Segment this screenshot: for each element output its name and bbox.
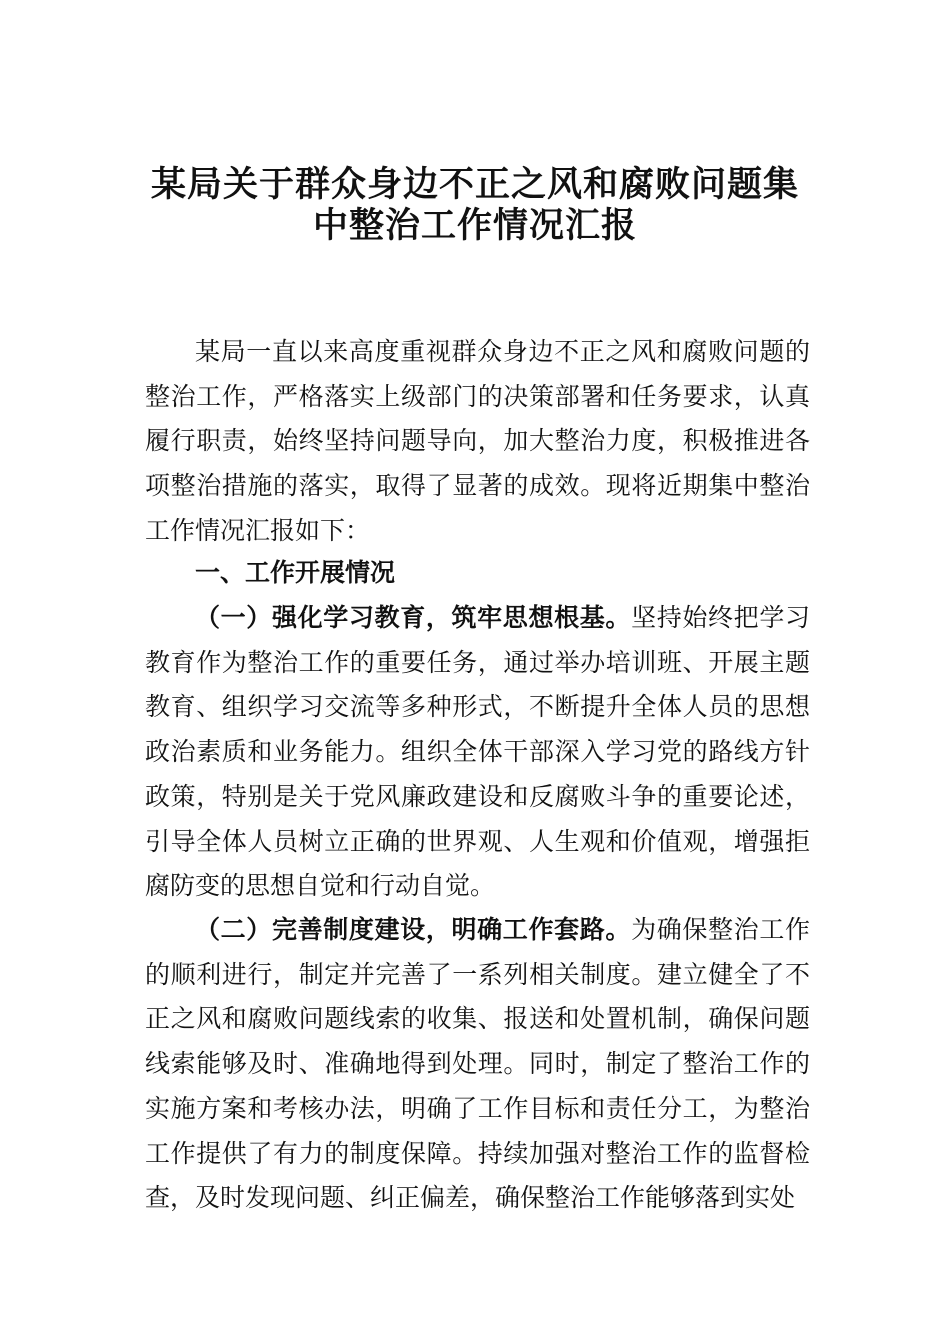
subsection-1-body: 坚持始终把学习教育作为整治工作的重要任务，通过举办培训班、开展主题教育、组织学习交流等多种形式，不断提升全体人员的思想政治素质和业务能力。组织全体干部深入学习党的路线方针政策，特别是关于党风廉政建设和反腐败斗争的重要论述，引导全体人员树立正确的世界观、人生观和价值观，增强拒腐防变的思想自觉和行动自觉。 <box>145 603 810 901</box>
subsection-1-lead: （一）强化学习教育，筑牢思想根基。 <box>195 603 632 632</box>
document-title-line-2: 中整治工作情况汇报 <box>312 205 637 246</box>
subsection-2-body: 为确保整治工作的顺利进行，制定并完善了一系列相关制度。建立健全了不正之风和腐败问题线索的收集、报送和处置机制，确保问题线索能够及时、准确地得到处理。同时，制定了整治工作的实施方案和考核办法，明确了工作目标和责任分工，为整治工作提供了有力的制度保障。持续加强对整治工作的监督检查，及时发现问题、纠正偏差，确保整治工作能够落到实处 <box>145 915 810 1213</box>
subsection-2-paragraph <box>145 908 810 1221</box>
document-title-line-1: 某局关于群众身边不正之风和腐败问题集 <box>150 164 799 205</box>
section-1-heading: 一、工作开展情况 <box>195 558 396 587</box>
subsection-1-paragraph <box>145 596 810 909</box>
subsection-2-lead: （二）完善制度建设，明确工作套路。 <box>195 915 632 944</box>
intro-paragraph: 某局一直以来高度重视群众身边不正之风和腐败问题的整治工作，严格落实上级部门的决策部署和任务要求，认真履行职责，始终坚持问题导向，加大整治力度，积极推进各项整治措施的落实，取得了显著的成效。现将近期集中整治工作情况汇报如下： <box>145 337 810 545</box>
